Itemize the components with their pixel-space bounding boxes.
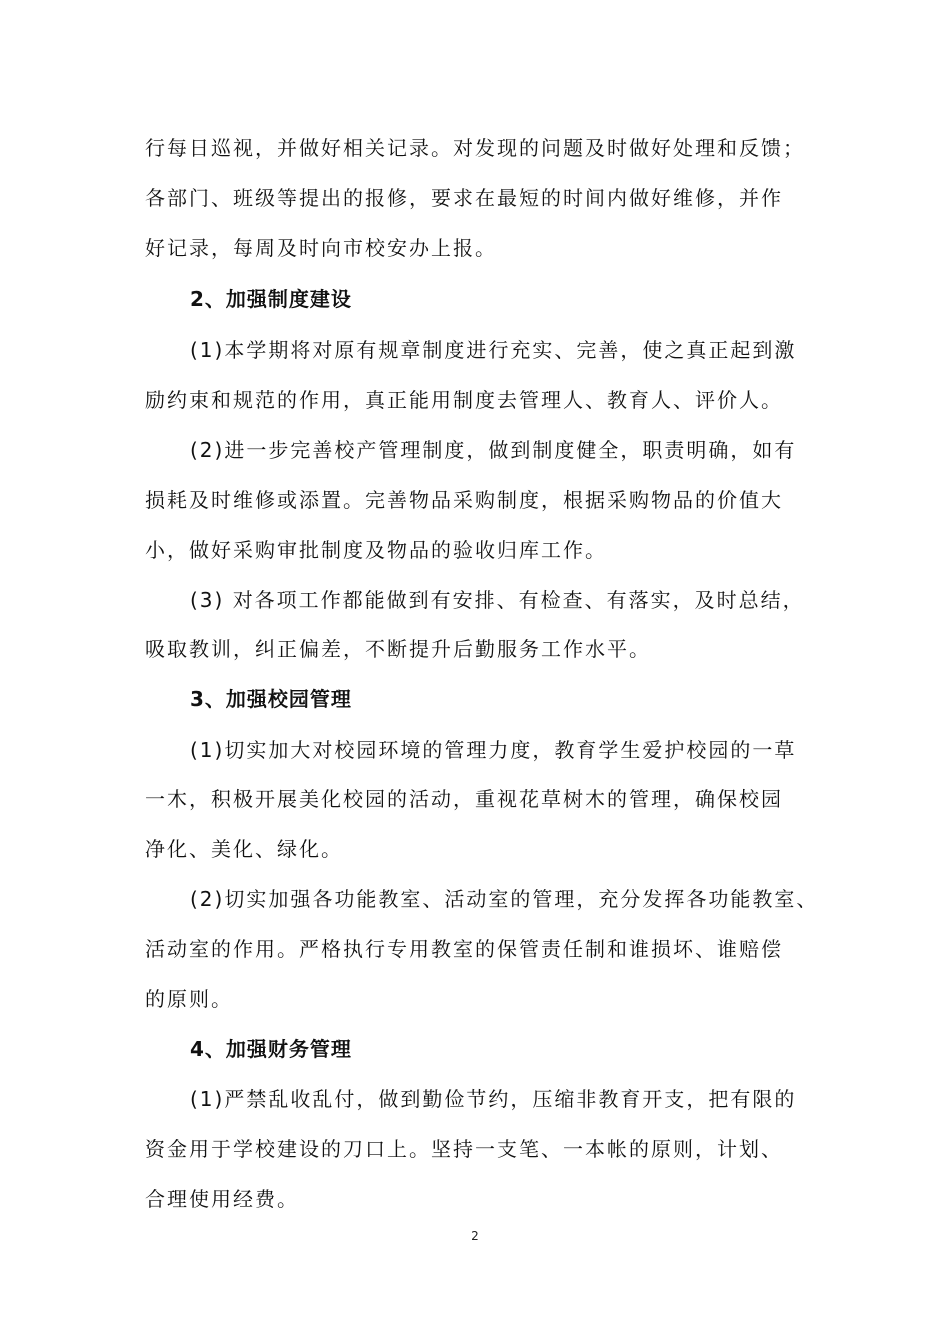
section-heading: 2、加强制度建设: [190, 287, 352, 311]
paragraph-line: 吸取教训，纠正偏差，不断提升后勤服务工作水平。: [145, 637, 651, 661]
paragraph-line: (1)切实加大对校园环境的管理力度，教育学生爱护校园的一草: [190, 738, 797, 762]
paragraph-line: 资金用于学校建设的刀口上。坚持一支笔、一本帐的原则，计划、: [145, 1137, 783, 1161]
section-heading: 4、加强财务管理: [190, 1037, 352, 1061]
paragraph-line: 损耗及时维修或添置。完善物品采购制度，根据采购物品的价值大: [145, 488, 783, 512]
paragraph-line: 活动室的作用。严格执行专用教室的保管责任制和谁损坏、谁赔偿: [145, 937, 783, 961]
paragraph-line: 的原则。: [145, 987, 233, 1011]
section-heading: 3、加强校园管理: [190, 687, 352, 711]
paragraph-line: 净化、美化、绿化。: [145, 837, 343, 861]
paragraph-line: (3) 对各项工作都能做到有安排、有检查、有落实，及时总结，: [190, 588, 805, 612]
paragraph-line: 励约束和规范的作用，真正能用制度去管理人、教育人、评价人。: [145, 388, 783, 412]
paragraph-line: 合理使用经费。: [145, 1187, 299, 1211]
paragraph-line: (1)本学期将对原有规章制度进行充实、完善，使之真正起到激: [190, 338, 797, 362]
paragraph-line: 行每日巡视，并做好相关记录。对发现的问题及时做好处理和反馈；: [145, 136, 805, 160]
paragraph-line: 各部门、班级等提出的报修，要求在最短的时间内做好维修，并作: [145, 186, 783, 210]
paragraph-line: (2)切实加强各功能教室、活动室的管理，充分发挥各功能教室、: [190, 887, 819, 911]
paragraph-line: 小，做好采购审批制度及物品的验收归库工作。: [145, 538, 607, 562]
page-number: 2: [471, 1229, 479, 1243]
paragraph-line: 好记录，每周及时向市校安办上报。: [145, 236, 497, 260]
paragraph-line: (2)进一步完善校产管理制度，做到制度健全，职责明确，如有: [190, 438, 797, 462]
paragraph-line: 一木，积极开展美化校园的活动，重视花草树木的管理，确保校园: [145, 787, 783, 811]
paragraph-line: (1)严禁乱收乱付，做到勤俭节约，压缩非教育开支，把有限的: [190, 1087, 797, 1111]
